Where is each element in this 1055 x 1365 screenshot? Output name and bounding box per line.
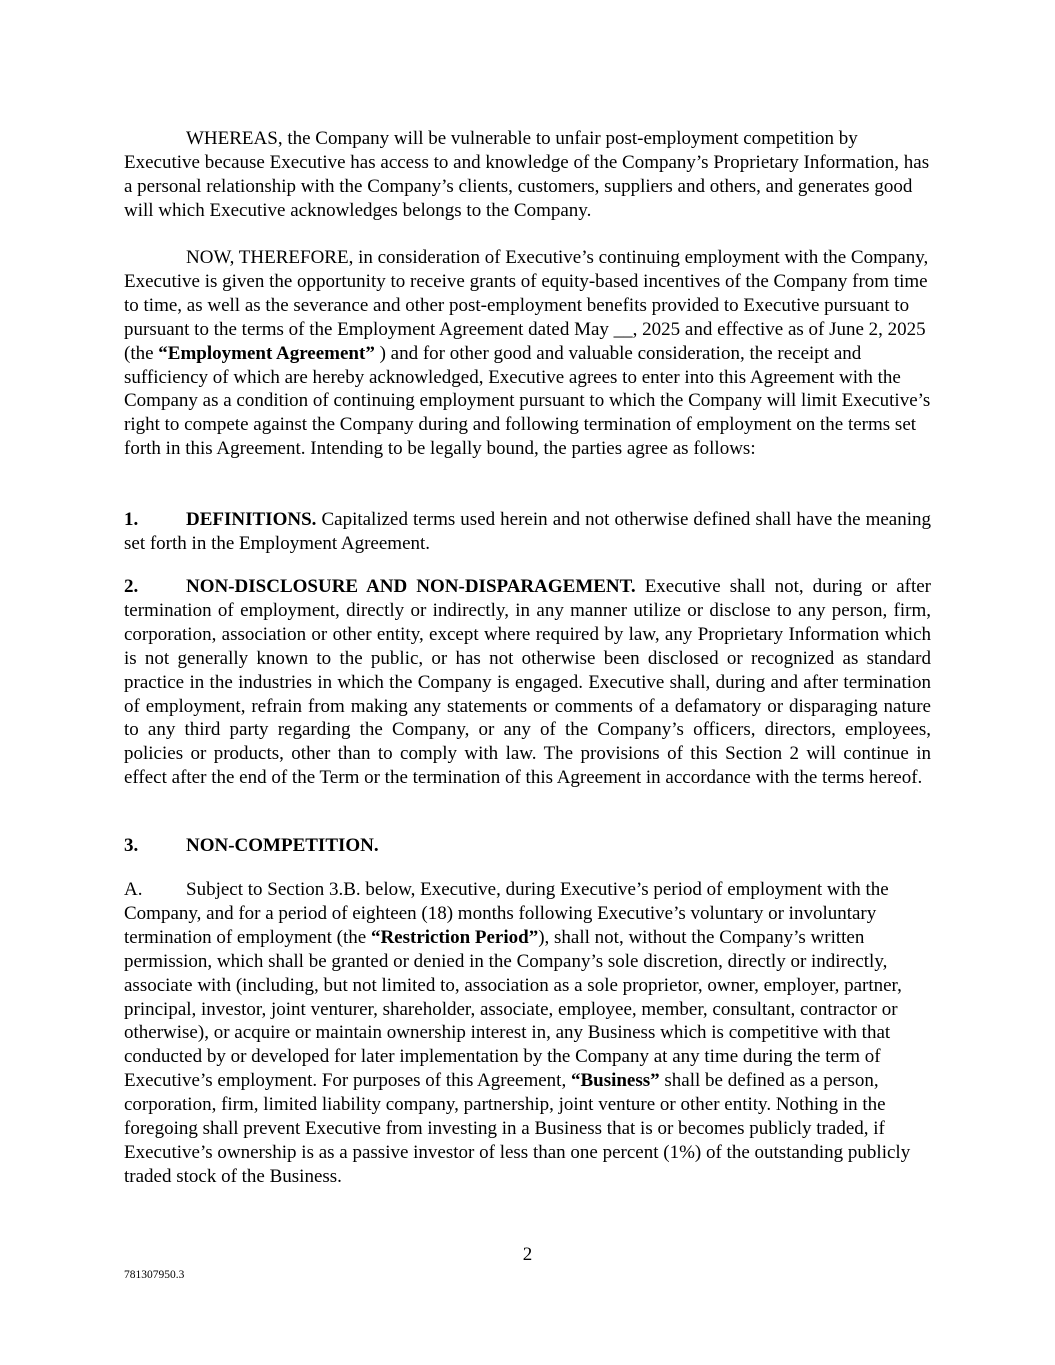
now-therefore-text-2: ) and for other good and valuable consideration, the receipt and sufficiency of which are hereby acknowledged, Executive agrees to enter into this Agreement with the Company as a condition of continuing employment pursuant to which the Company will limit Executive’s right to compete against the Company during and following termination of employment on the terms set forth in this Agreement. Intending to be legally bound, the parties agree as follows: — [124, 342, 931, 460]
section-3-title: NON-COMPETITION. — [186, 835, 379, 856]
whereas-paragraph: WHEREAS, the Company will be vulnerable to unfair post-employment competition by Executive because Executive has access to and knowledge of the Company’s Proprietary Information, has a personal relationship with the Company’s clients, customers, suppliers and others, and generates good will which Executive acknowledges belongs to the Company. — [124, 128, 930, 221]
employment-agreement-term: “Employment Agreement” — [158, 342, 375, 364]
section-2-non-disclosure — [124, 575, 931, 790]
section-3a-paragraph — [124, 878, 931, 1189]
section-2-number: 2. — [124, 576, 139, 597]
now-therefore-text-1: NOW, THEREFORE, in consideration of Executive’s continuing employment with the Company, Executive is given the opportunity to receive grants of equity-based incentives of the Company from time to time, as well as the severance and other post-employment benefits provided to Executive pursuant to pursuant to the terms of the Employment Agreement dated May __, 2025 and effective as of June 2, 2025 (the — [124, 247, 929, 364]
section-3a-text-2: ), shall not, without the Company’s written permission, which shall be granted or denied in the Company’s sole discretion, directly or indirectly, associate with (including, but not limited to, association as a sole proprietor, owner, employer, partner, principal, investor, joint venturer, shareholder, associate, employee, member, consultant, contractor or otherwise), or acquire or maintain ownership interest in, any Business which is competitive with that conducted by or developed for later implementation by the Company at any time during the term of Executive’s employment. For purposes of this Agreement, — [124, 926, 902, 1092]
section-3a-text-3: shall be defined as a person, corporation, firm, limited liability company, partnership, joint venture or other entity. Nothing in the foregoing shall prevent Executive from investing in a Business that is or becomes publicly traded, if Executive’s ownership is as a passive investor of less than one percent (1%) of the outstanding publicly traded stock of the Business. — [124, 1070, 911, 1187]
business-term: “Business” — [570, 1070, 660, 1092]
restriction-period-term: “Restriction Period” — [370, 926, 539, 948]
section-1-body: Capitalized terms used herein and not otherwise defined shall have the meaning set forth in the Employment Agreement. — [124, 509, 931, 554]
section-1-definitions — [124, 508, 931, 556]
now-therefore-paragraph — [124, 246, 931, 461]
section-3-heading — [124, 834, 931, 858]
document-id: 781307950.3 — [124, 1269, 185, 1281]
page-number: 2 — [522, 1244, 533, 1265]
section-2-body: Executive shall not, during or after termination of employment, directly or indirectly, in any manner utilize or disclose to any person, firm, corporation, association or other entity, except where required by law, any Proprietary Information which is not generally known to the public, or has not otherwise been disclosed or recognized as standard practice in the industries in which the Company is engaged. Executive shall, during and after termination of employment, refrain from making any statements or comments of a defamatory or disparaging nature to any third party regarding the Company, or any of the Company’s officers, directors, employees, policies or products, other than to comply with law. The provisions of this Section 2 will continue in effect after the end of the Term or the termination of this Agreement in accordance with the terms hereof. — [124, 576, 931, 789]
section-3-number: 3. — [124, 835, 139, 856]
section-3a-text-1: Subject to Section 3.B. below, Executive, during Executive’s period of employment with the Company, and for a period of eighteen (18) months following Executive’s voluntary or involuntary termination of employment (the — [124, 879, 889, 948]
section-1-title: DEFINITIONS. — [186, 509, 317, 530]
section-1-number: 1. — [124, 509, 139, 530]
section-2-title: NON-DISCLOSURE AND NON-DISPARAGEMENT. — [186, 576, 636, 597]
section-3a-label: A. — [124, 879, 143, 900]
